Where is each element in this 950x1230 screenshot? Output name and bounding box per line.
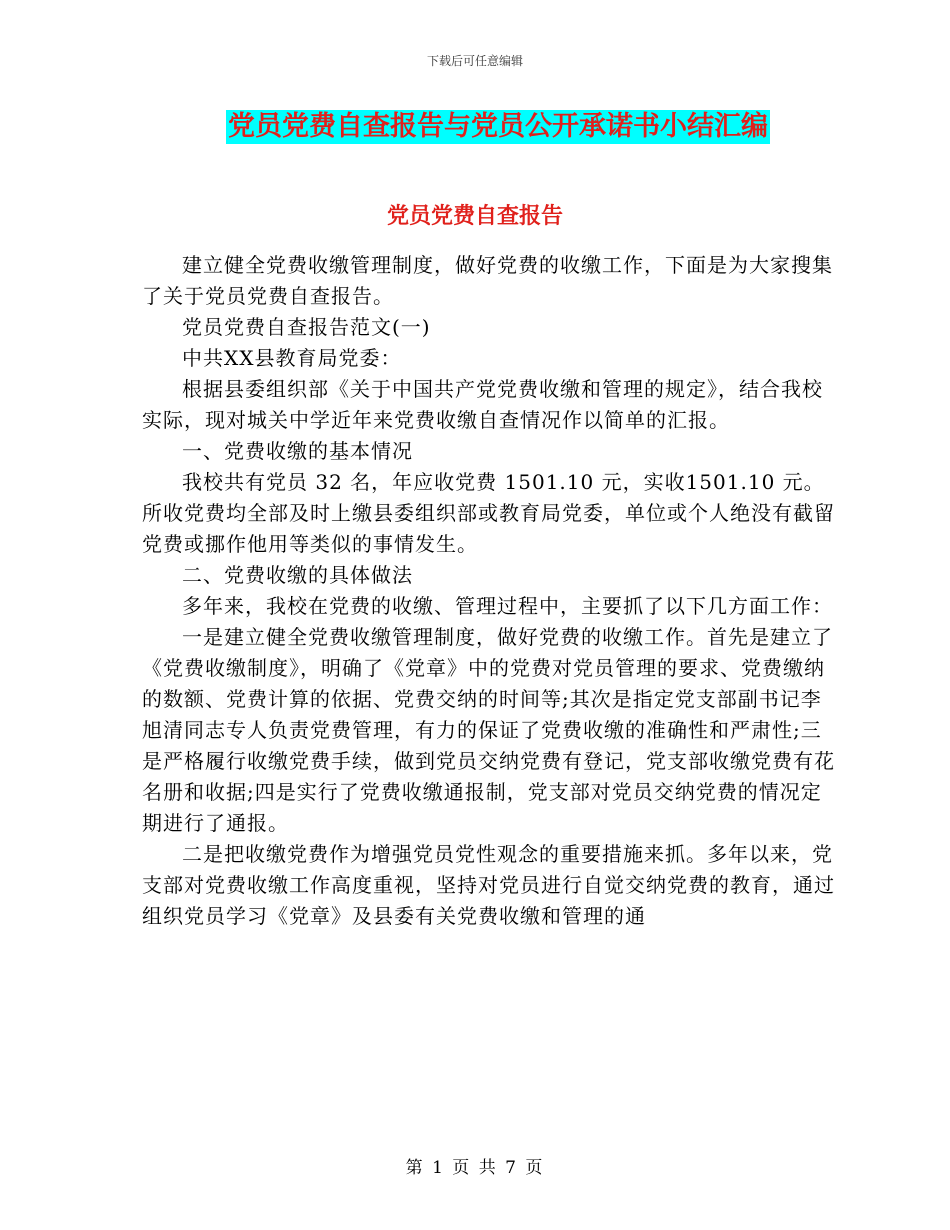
paragraph-sample-heading: 党员党费自查报告范文(一) [182,315,431,339]
page-number: 第 1 页 共 7 页 [405,1158,545,1178]
paragraph-opening: 根据县委组织部《关于中国共产党党费收缴和管理的规定》，结合我校实际，现对城关中学近年来党费收缴自查情况作以简单的汇报。 [142,377,823,432]
paragraph-practices-intro: 多年来，我校在党费的收缴、管理过程中，主要抓了以下几方面工作： [182,594,833,618]
section-heading-specific-practices: 二、党费收缴的具体做法 [182,563,413,587]
paragraph-practice-one: 一是建立健全党费收缴管理制度，做好党费的收缴工作。首先是建立了《党费收缴制度》，明确了《党章》中的党费对党员管理的要求、党费缴纳的数额、党费计算的依据、党费交纳的时间等;其次是指定党支部副书记李旭清同志专人负责党费管理，有力的保证了党费收缴的准确性和严肃性;三是严格履行收缴党费手续，做到党员交纳党费有登记，党支部收缴党费有花名册和收据;四是实行了党费收缴通报制，党支部对党员交纳党费的情况定期进行了通报。 [142,625,835,835]
section-heading-basic-situation: 一、党费收缴的基本情况 [182,439,413,463]
page-header-note: 下载后可任意编辑 [426,54,523,68]
section-title: 党员党费自查报告 [386,204,563,229]
paragraph-intro: 建立健全党费收缴管理制度，做好党费的收缴工作，下面是为大家搜集了关于党员党费自查报告。 [142,253,833,308]
paragraph-addressee: 中共XX县教育局党委： [182,346,402,370]
paragraph-practice-two: 二是把收缴党费作为增强党员党性观念的重要措施来抓。多年以来，党支部对党费收缴工作高度重视，坚持对党员进行自觉交纳党费的教育，通过组织党员学习《党章》及县委有关党费收缴和管理的通 [142,842,835,928]
main-title: 党员党费自查报告与党员公开承诺书小结汇编 [228,111,768,142]
document-body [142,250,842,932]
paragraph-basic-situation: 我校共有党员 32 名，年应收党费 1501.10 元，实收1501.10 元。所收党费均全部及时上缴县委组织部或教育局党委，单位或个人绝没有截留党费或挪作他用等类似的事情发生。 [142,470,835,556]
main-title-container [0,110,950,144]
